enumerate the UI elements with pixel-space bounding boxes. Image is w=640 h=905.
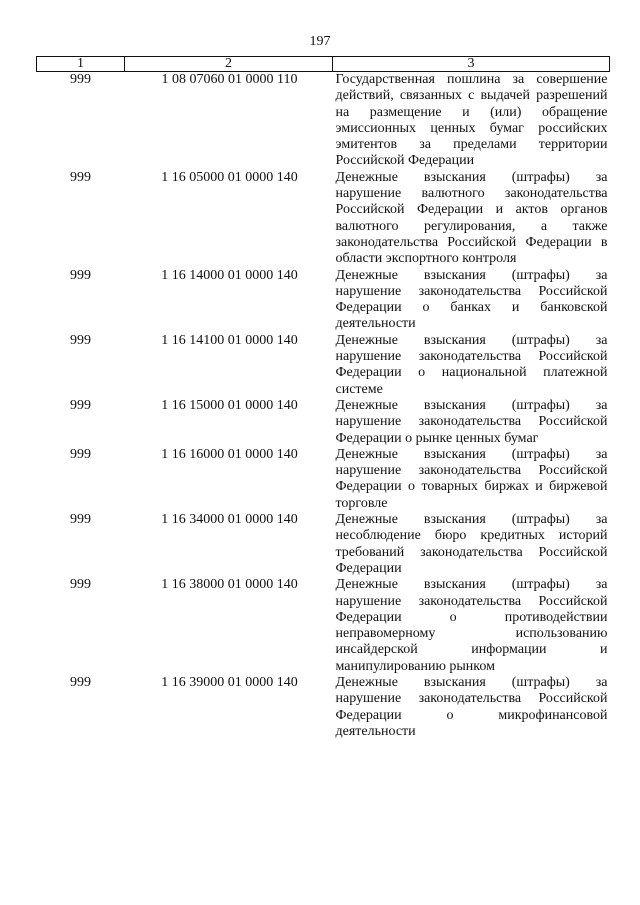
kbk-code-cell: 1 16 14000 01 0000 140	[161, 267, 298, 283]
kbk-code-cell: 1 16 14100 01 0000 140	[161, 332, 298, 348]
admin-code-cell: 999	[70, 674, 91, 690]
description-cell: Денежные взыскания (штрафы) за нарушение законодательства Российской Федерации о противодействии неправомерному использованию инсайдерской информации и манипулированию рынком	[335, 577, 608, 674]
table-row	[37, 333, 610, 398]
kbk-code-cell: 1 16 34000 01 0000 140	[161, 512, 298, 528]
table-row	[37, 398, 610, 447]
description-cell: Денежные взыскания (штрафы) за несоблюдение бюро кредитных историй требований законодательства Российской Федерации	[335, 512, 608, 576]
description-cell: Денежные взыскания (штрафы) за нарушение законодательства Российской Федерации о микрофинансовой деятельности	[335, 674, 608, 739]
kbk-code-cell: 1 16 39000 01 0000 140	[161, 674, 298, 690]
kbk-code-cell: 1 08 07060 01 0000 110	[161, 72, 298, 87]
page-number: 197	[309, 34, 331, 49]
header-cell-2: 2	[125, 57, 333, 72]
kbk-code-cell: 1 16 16000 01 0000 140	[161, 446, 298, 462]
admin-code-cell: 999	[70, 577, 91, 593]
description-cell: Денежные взыскания (штрафы) за нарушение законодательства Российской Федерации о национальной платежной системе	[335, 332, 608, 397]
table-row	[37, 675, 610, 740]
description-cell: Денежные взыскания (штрафы) за нарушение законодательства Российской Федерации о товарных биржах и биржевой торговле	[335, 446, 608, 511]
table-row	[37, 72, 610, 170]
header-cell-1: 1	[37, 57, 125, 72]
revenue-codes-table-wrapper	[36, 56, 609, 740]
admin-code-cell: 999	[70, 512, 91, 528]
kbk-code-cell: 1 16 38000 01 0000 140	[161, 577, 298, 593]
table-body	[37, 72, 610, 741]
description-cell: Денежные взыскания (штрафы) за нарушение законодательства Российской Федерации о рынке ценных бумаг	[335, 397, 608, 446]
description-cell: Государственная пошлина за совершение действий, связанных с выдачей разрешений на размещение и (или) обращение эмиссионных ценных бумаг российских эмитентов за пределами территории Российской Федерации	[335, 72, 608, 169]
header-row	[37, 57, 610, 72]
admin-code-cell: 999	[70, 169, 91, 185]
table-row	[37, 268, 610, 333]
admin-code-cell: 999	[70, 446, 91, 462]
revenue-codes-table	[36, 56, 610, 740]
kbk-code-cell: 1 16 05000 01 0000 140	[161, 169, 298, 185]
admin-code-cell: 999	[70, 267, 91, 283]
description-cell: Денежные взыскания (штрафы) за нарушение законодательства Российской Федерации о банках и банковской деятельности	[335, 267, 608, 332]
admin-code-cell: 999	[70, 72, 91, 87]
table-header	[37, 57, 610, 72]
table-row	[37, 512, 610, 577]
admin-code-cell: 999	[70, 332, 91, 348]
table-row	[37, 170, 610, 268]
admin-code-cell: 999	[70, 397, 91, 413]
description-cell: Денежные взыскания (штрафы) за нарушение валютного законодательства Российской Федерации и актов органов валютного регулирования, а также законодательства Российской Федерации в области экспортного контроля	[335, 169, 608, 267]
table-row	[37, 577, 610, 675]
table-row	[37, 447, 610, 512]
header-cell-3: 3	[333, 57, 610, 72]
kbk-code-cell: 1 16 15000 01 0000 140	[161, 397, 298, 413]
